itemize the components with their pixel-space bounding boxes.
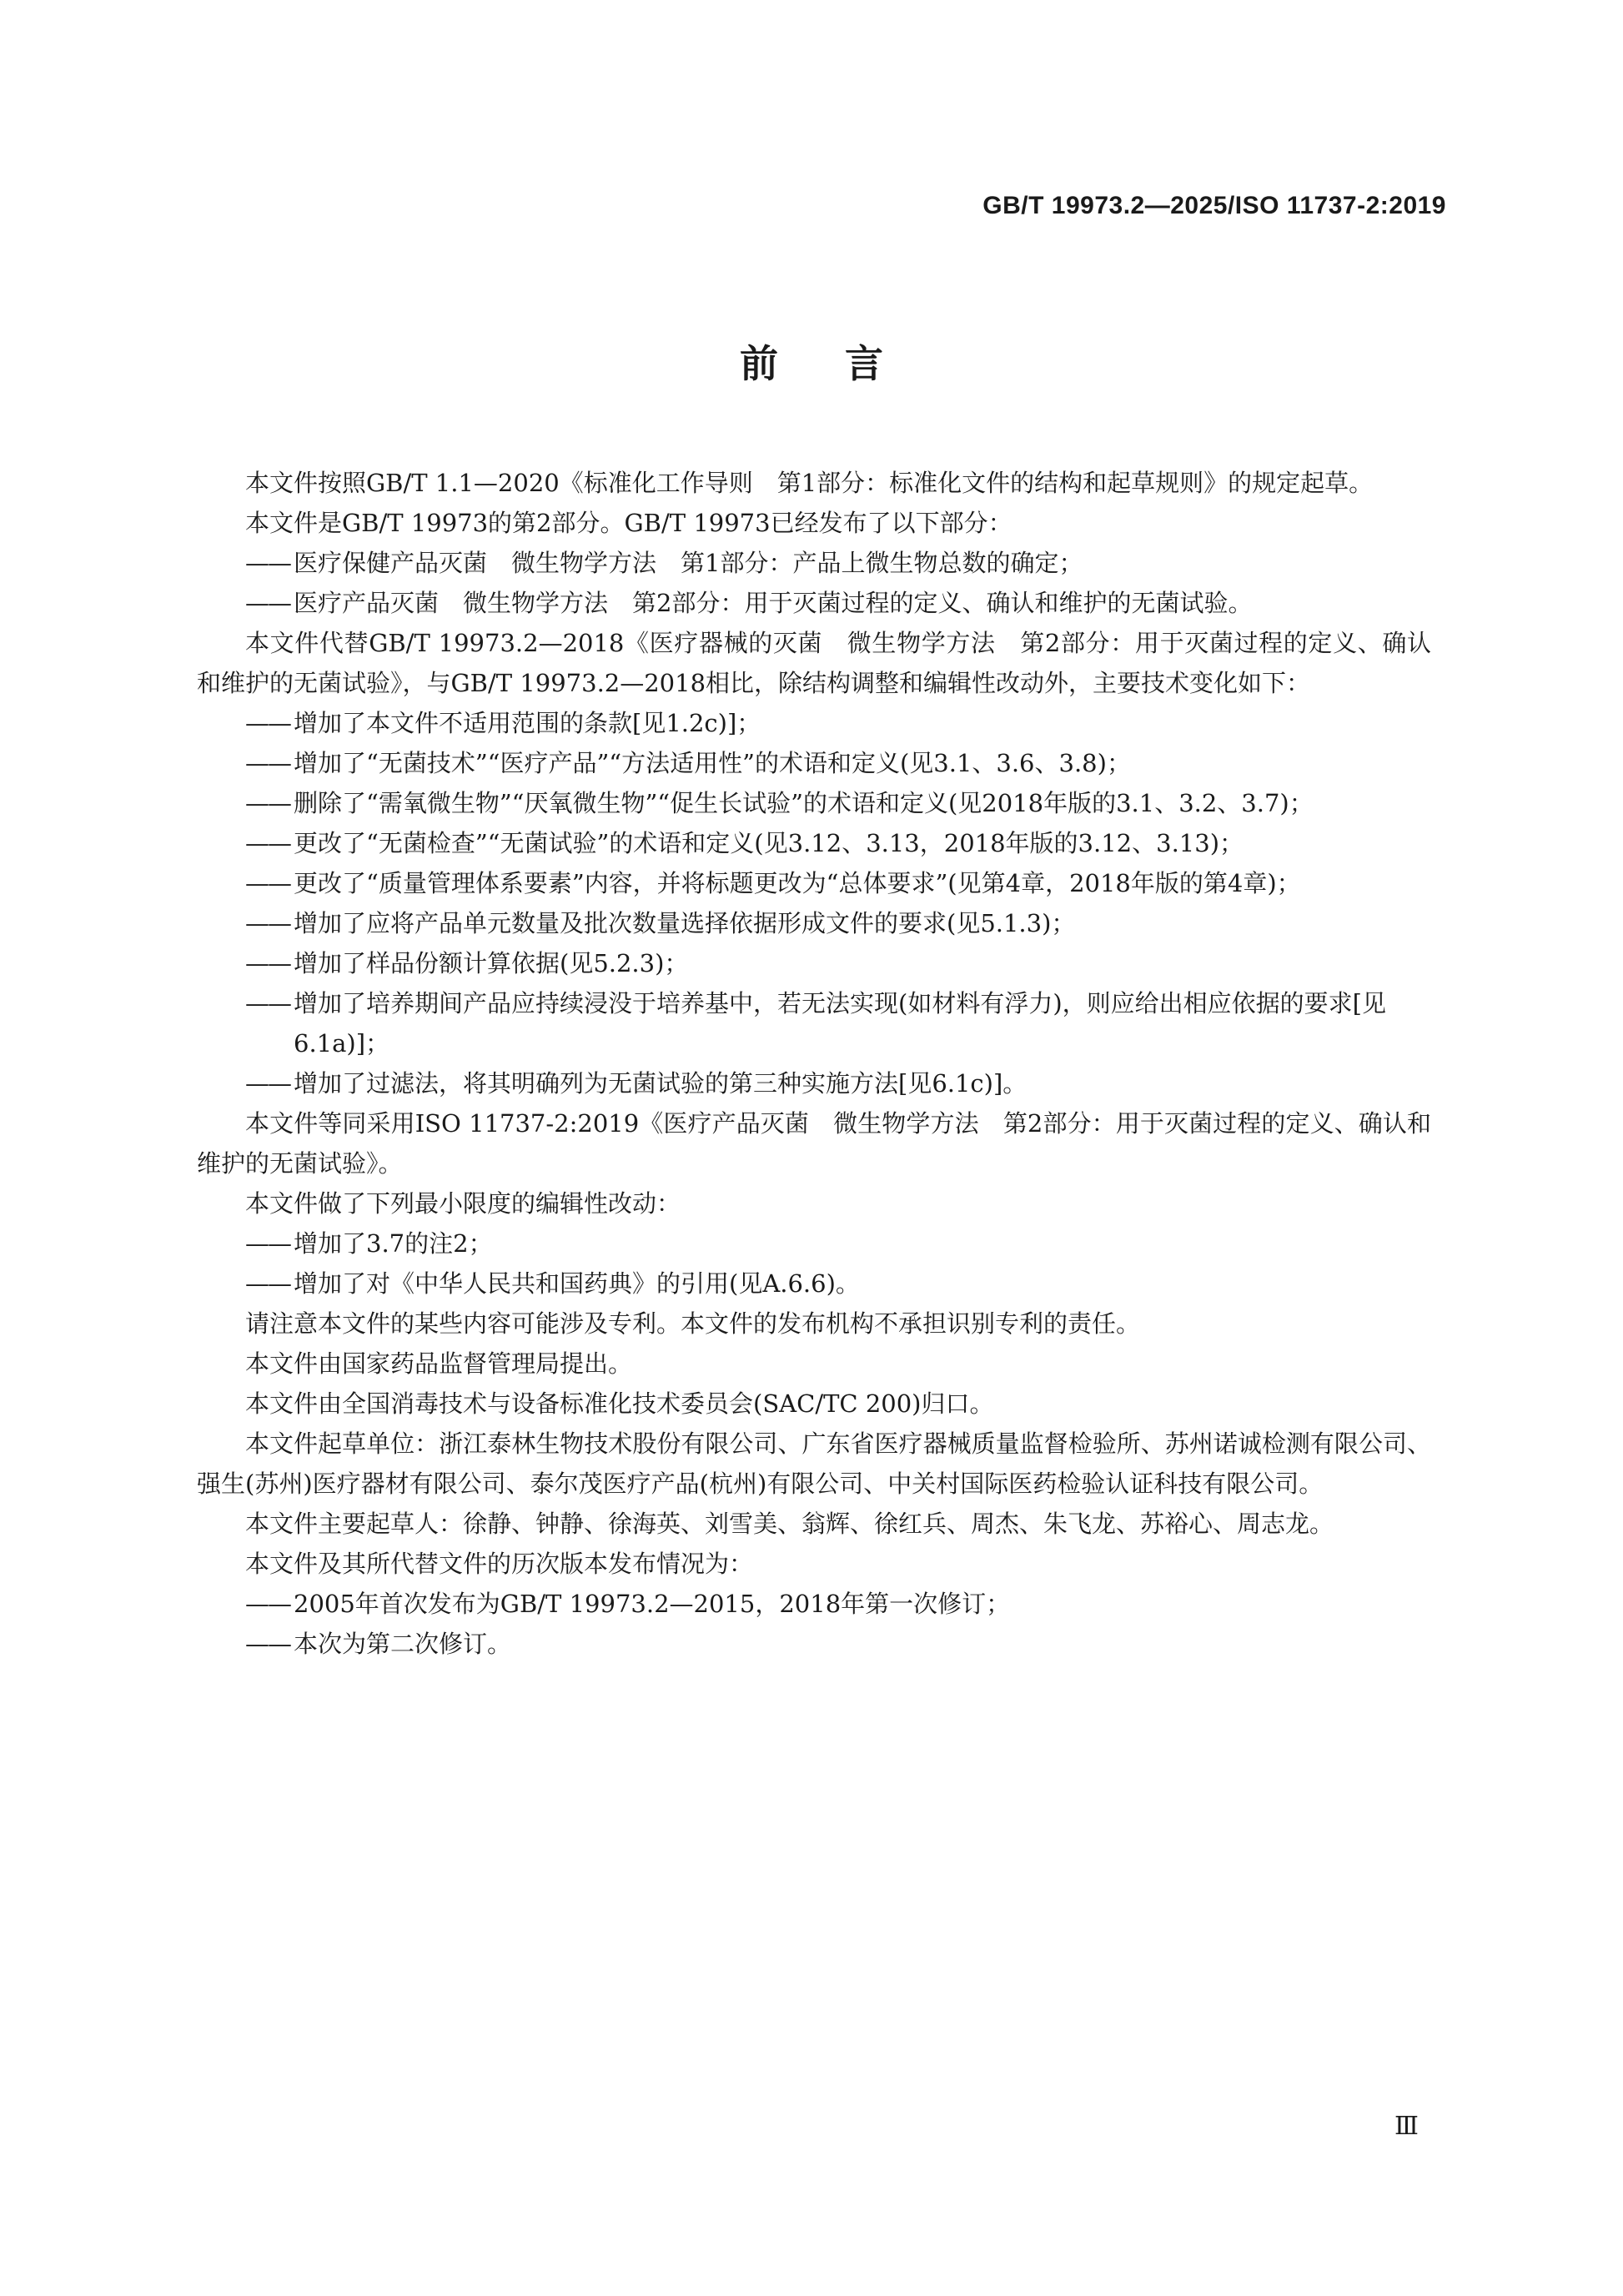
dash-mark: —— bbox=[245, 989, 290, 1017]
dash-list-item bbox=[197, 1264, 1431, 1304]
paragraph-text: 增加了“无菌技术”“医疗产品”“方法适用性”的术语和定义(见3.1、3.6、3.8)； bbox=[294, 749, 1131, 777]
foreword-body bbox=[197, 463, 1431, 1664]
dash-mark: —— bbox=[245, 1269, 290, 1298]
paragraph bbox=[197, 1304, 1431, 1344]
paragraph-text: 本文件是GB/T 19973的第2部分。GB/T 19973已经发布了以下部分： bbox=[245, 509, 1012, 537]
paragraph-text: 本文件起草单位：浙江泰林生物技术股份有限公司、广东省医疗器械质量监督检验所、苏州诺诚检测有限公司、强生(苏州)医疗器材有限公司、泰尔茂医疗产品(杭州)有限公司、中关村国际医药检验认证科技有限公司。 bbox=[197, 1429, 1431, 1498]
dash-mark: —— bbox=[245, 789, 290, 817]
paragraph-text: 请注意本文件的某些内容可能涉及专利。本文件的发布机构不承担识别专利的责任。 bbox=[245, 1309, 1141, 1338]
paragraph-text: 增加了本文件不适用范围的条款[见1.2c)]； bbox=[294, 709, 761, 737]
dash-mark: —— bbox=[245, 589, 290, 617]
dash-mark: —— bbox=[245, 949, 290, 977]
dash-list-item bbox=[197, 1063, 1431, 1103]
paragraph bbox=[197, 503, 1431, 543]
dash-mark: —— bbox=[245, 1630, 290, 1658]
dash-list-item bbox=[197, 1223, 1431, 1264]
paragraph-text: 本文件做了下列最小限度的编辑性改动： bbox=[245, 1189, 681, 1218]
paragraph-text: 本文件主要起草人：徐静、钟静、徐海英、刘雪美、翁辉、徐红兵、周杰、朱飞龙、苏裕心、周志龙。 bbox=[245, 1510, 1334, 1538]
standard-number-header bbox=[982, 192, 1446, 220]
paragraph-text: 本文件由全国消毒技术与设备标准化技术委员会(SAC/TC 200)归口。 bbox=[245, 1389, 994, 1418]
dash-mark: —— bbox=[245, 749, 290, 777]
dash-mark: —— bbox=[245, 1069, 290, 1098]
paragraph-text: 增加了3.7的注2； bbox=[294, 1229, 493, 1258]
paragraph-text: 本文件及其所代替文件的历次版本发布情况为： bbox=[245, 1550, 754, 1578]
page-title: 前言 bbox=[740, 341, 950, 386]
paragraph-text: 2005年首次发布为GB/T 19973.2—2015，2018年第一次修订； bbox=[294, 1590, 1011, 1618]
paragraph-text: 增加了对《中华人民共和国药典》的引用(见A.6.6)。 bbox=[294, 1269, 860, 1298]
dash-list-item bbox=[197, 703, 1431, 743]
dash-list-item bbox=[197, 983, 1431, 1063]
dash-mark: —— bbox=[245, 709, 290, 737]
paragraph bbox=[197, 1504, 1431, 1544]
dash-mark: —— bbox=[245, 829, 290, 857]
dash-list-item bbox=[197, 783, 1431, 823]
dash-list-item bbox=[197, 823, 1431, 863]
dash-list-item bbox=[197, 1584, 1431, 1624]
paragraph-text: 本次为第二次修订。 bbox=[294, 1630, 512, 1658]
paragraph-text: 本文件按照GB/T 1.1—2020《标准化工作导则 第1部分：标准化文件的结构和起草规则》的规定起草。 bbox=[245, 469, 1374, 497]
paragraph-text: 增加了过滤法，将其明确列为无菌试验的第三种实施方法[见6.1c)]。 bbox=[294, 1069, 1028, 1098]
dash-list-item bbox=[197, 903, 1431, 943]
dash-mark: —— bbox=[245, 1590, 290, 1618]
paragraph-text: 增加了样品份额计算依据(见5.2.3)； bbox=[294, 949, 689, 977]
paragraph bbox=[197, 1183, 1431, 1223]
dash-list-item bbox=[197, 863, 1431, 903]
paragraph bbox=[197, 623, 1431, 703]
paragraph bbox=[197, 1103, 1431, 1183]
paragraph bbox=[197, 1344, 1431, 1384]
dash-list-item bbox=[197, 943, 1431, 983]
paragraph bbox=[197, 1544, 1431, 1584]
paragraph-text: 删除了“需氧微生物”“厌氧微生物”“促生长试验”的术语和定义(见2018年版的3.1、3.2、3.7)； bbox=[294, 789, 1314, 817]
paragraph bbox=[197, 463, 1431, 503]
dash-list-item bbox=[197, 543, 1431, 583]
paragraph-text: 更改了“质量管理体系要素”内容，并将标题更改为“总体要求”(见第4章，2018年版的第4章)； bbox=[294, 869, 1301, 897]
paragraph-text: 医疗保健产品灭菌 微生物学方法 第1部分：产品上微生物总数的确定； bbox=[294, 549, 1083, 577]
paragraph-text: 医疗产品灭菌 微生物学方法 第2部分：用于灭菌过程的定义、确认和维护的无菌试验。 bbox=[294, 589, 1253, 617]
paragraph-text: 本文件等同采用ISO 11737-2:2019《医疗产品灭菌 微生物学方法 第2部分：用于灭菌过程的定义、确认和维护的无菌试验》。 bbox=[197, 1109, 1431, 1178]
dash-mark: —— bbox=[245, 1229, 290, 1258]
dash-list-item bbox=[197, 743, 1431, 783]
dash-list-item bbox=[197, 583, 1431, 623]
paragraph-text: 本文件代替GB/T 19973.2—2018《医疗器械的灭菌 微生物学方法 第2部分：用于灭菌过程的定义、确认和维护的无菌试验》，与GB/T 19973.2—2018相比，除结构调整和编辑性改动外，主要技术变化如下： bbox=[197, 629, 1431, 697]
paragraph bbox=[197, 1424, 1431, 1504]
paragraph-text: 更改了“无菌检查”“无菌试验”的术语和定义(见3.12、3.13，2018年版的3.12、3.13)； bbox=[294, 829, 1244, 857]
standard-number: GB/T 19973.2—2025/ISO 11737-2:2019 bbox=[982, 192, 1446, 219]
dash-mark: —— bbox=[245, 549, 290, 577]
page-number: Ⅲ bbox=[1394, 2113, 1419, 2140]
paragraph-text: 本文件由国家药品监督管理局提出。 bbox=[245, 1349, 633, 1378]
paragraph bbox=[197, 1384, 1431, 1424]
paragraph-text: 增加了应将产品单元数量及批次数量选择依据形成文件的要求(见5.1.3)； bbox=[294, 909, 1076, 937]
dash-list-item bbox=[197, 1624, 1431, 1664]
dash-mark: —— bbox=[245, 909, 290, 937]
dash-mark: —— bbox=[245, 869, 290, 897]
paragraph-text: 增加了培养期间产品应持续浸没于培养基中，若无法实现(如材料有浮力)，则应给出相应依据的要求[见6.1a)]； bbox=[294, 989, 1386, 1058]
